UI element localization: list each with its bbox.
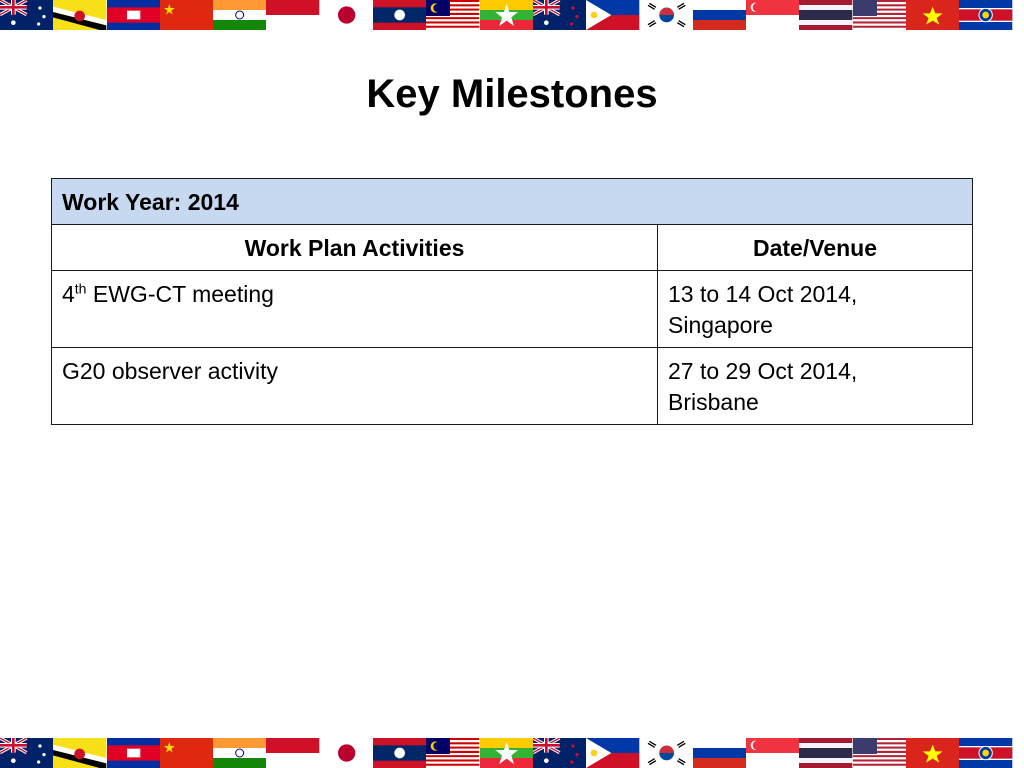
vietnam-flag-icon: [906, 738, 959, 768]
south-korea-flag-icon: [640, 0, 693, 30]
singapore-flag-icon: [746, 0, 799, 30]
india-flag-icon: [213, 738, 266, 768]
south-korea-flag-icon: [640, 738, 693, 768]
brunei-flag-icon: [53, 0, 106, 30]
milestones-table: [51, 178, 973, 425]
cambodia-flag-icon: [107, 0, 160, 30]
new-zealand-flag-icon: [533, 0, 586, 30]
china-flag-icon: [160, 738, 213, 768]
philippines-flag-icon: [586, 0, 639, 30]
activity-text: G20 observer activity: [62, 358, 279, 384]
usa-flag-icon: [853, 0, 906, 30]
indonesia-flag-icon: [266, 0, 319, 30]
date-venue-cell: [658, 348, 973, 425]
activity-cell: [52, 348, 658, 425]
australia-flag-icon: [0, 738, 53, 768]
malaysia-flag-icon: [426, 738, 479, 768]
venue-line: Brisbane: [668, 389, 759, 415]
date-line: 13 to 14 Oct 2014,: [668, 281, 858, 307]
singapore-flag-icon: [746, 738, 799, 768]
laos-flag-icon: [373, 738, 426, 768]
slide-title: Key Milestones: [366, 72, 658, 116]
date-venue-cell: [658, 271, 973, 348]
asean-flag-icon: [959, 738, 1012, 768]
activity-text: EWG-CT meeting: [86, 281, 274, 307]
usa-flag-icon: [853, 738, 906, 768]
flag-strip-bottom: [0, 738, 1024, 768]
flag-strip-top: [0, 0, 1024, 30]
russia-flag-icon: [693, 0, 746, 30]
vietnam-flag-icon: [906, 0, 959, 30]
table-row: [52, 271, 973, 348]
russia-flag-icon: [693, 738, 746, 768]
thailand-flag-icon: [799, 738, 852, 768]
laos-flag-icon: [373, 0, 426, 30]
india-flag-icon: [213, 0, 266, 30]
activity-cell: [52, 271, 658, 348]
work-year-row: [52, 179, 973, 225]
cambodia-flag-icon: [107, 738, 160, 768]
activity-number: 4: [62, 281, 75, 307]
header-activities: Work Plan Activities: [52, 225, 658, 271]
japan-flag-icon: [320, 738, 373, 768]
australia-flag-icon: [0, 0, 53, 30]
brunei-flag-icon: [53, 738, 106, 768]
activity-ordinal-suffix: th: [74, 280, 87, 297]
new-zealand-flag-icon: [533, 738, 586, 768]
myanmar-flag-icon: [480, 0, 533, 30]
philippines-flag-icon: [586, 738, 639, 768]
table-header-row: [52, 225, 973, 271]
china-flag-icon: [160, 0, 213, 30]
malaysia-flag-icon: [426, 0, 479, 30]
myanmar-flag-icon: [480, 738, 533, 768]
venue-line: Singapore: [668, 312, 773, 338]
table-row: [52, 348, 973, 425]
thailand-flag-icon: [799, 0, 852, 30]
date-line: 27 to 29 Oct 2014,: [668, 358, 858, 384]
japan-flag-icon: [320, 0, 373, 30]
header-date-venue: Date/Venue: [658, 225, 973, 271]
asean-flag-icon: [959, 0, 1012, 30]
indonesia-flag-icon: [266, 738, 319, 768]
work-year-cell: Work Year: 2014: [52, 179, 973, 225]
